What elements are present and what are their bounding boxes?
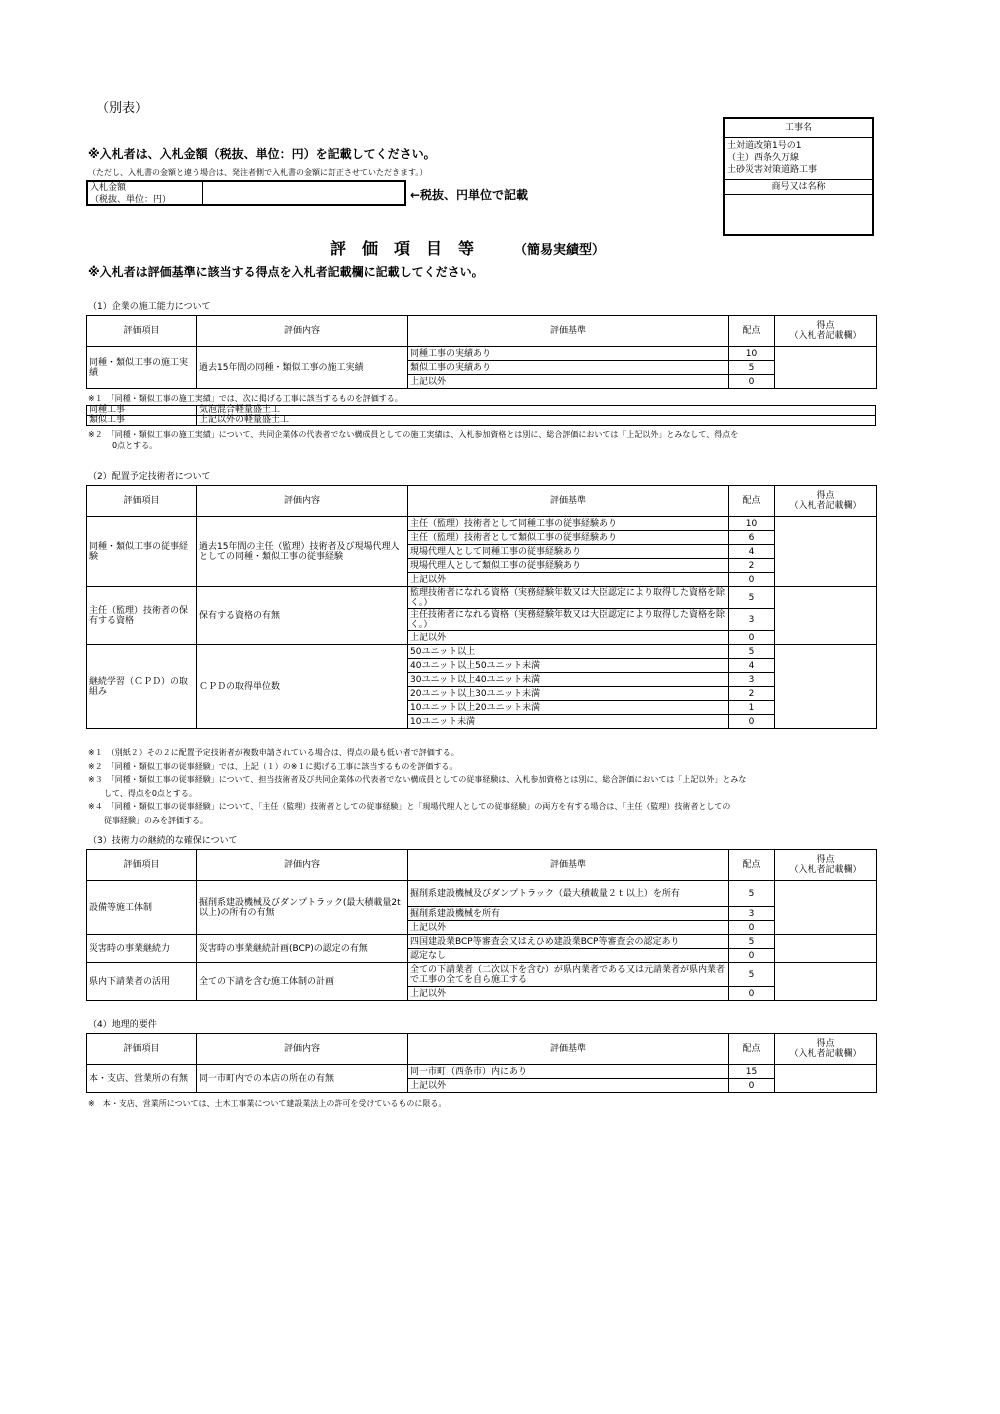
points-cell: 1 [729,701,775,715]
score-instruction: ※入札者は評価基準に該当する得点を入札者記載欄に記載してください。 [88,265,484,279]
eval-content: 過去15年間の同種・類似工事の施工実績 [197,347,408,389]
eval-item: 継続学習（ＣＰＤ）の取組み [87,645,197,729]
criteria-cell: 50ユニット以上 [408,645,729,659]
criteria-cell: 上記以外 [408,573,729,587]
points-cell: 6 [729,531,775,545]
section2-table [86,485,877,729]
points-cell: 0 [729,375,775,389]
points-cell: 0 [729,949,775,963]
criteria-cell: 掘削系建設機械を所有 [408,907,729,921]
criteria-cell: 現場代理人として類似工事の従事経験あり [408,559,729,573]
bid-instruction-note: （ただし、入札書の金額と違う場合は、発注者側で入札書の金額に訂正させていただきます。） [88,168,428,177]
criteria-cell: 10ユニット以上20ユニット未満 [408,701,729,715]
criteria-cell: 上記以外 [408,631,729,645]
col-points: 配点 [729,850,775,881]
score-entry-field[interactable] [775,1065,877,1093]
score-entry-field[interactable] [775,935,877,963]
criteria-cell: 主任（監理）技術者として同種工事の従事経験あり [408,517,729,531]
criteria-cell: 全ての下請業者（二次以下を含む）が県内業者である又は元請業者が県内業者で工事の全てを自ら施工する [408,963,729,987]
col-criteria: 評価基準 [408,1034,729,1065]
criteria-cell: 上記以外 [408,375,729,389]
bid-amount-box [86,180,406,206]
section1-note2: ※２ 「同種・類似工事の施工実績」について、共同企業体の代表者でない構成員としての施工実績は、入札参加資格とは別に、総合評価においては「上記以外」とみなして、得点を 0点とする。 [88,430,739,450]
points-cell: 10 [729,517,775,531]
points-cell: 4 [729,545,775,559]
criteria-cell: 現場代理人として同種工事の従事経験あり [408,545,729,559]
points-cell: 0 [729,1079,775,1093]
page-title: 評 価 項 目 等 [330,239,475,258]
criteria-cell: 監理技術者になれる資格（実務経験年数又は大臣認定により取得した資格を除く。） [408,587,729,609]
points-cell: 0 [729,987,775,1001]
eval-content: 過去15年間の主任（監理）技術者及び現場代理人としての同種・類似工事の従事経験 [197,517,408,587]
col-criteria: 評価基準 [408,316,729,347]
col-criteria: 評価基準 [408,850,729,881]
section1-note1: ※１ 「同種・類似工事の施工実績」では、次に掲げる工事に該当するものを評価する。 [88,394,403,403]
col-points: 配点 [729,1034,775,1065]
points-cell: 5 [729,645,775,659]
score-entry-field[interactable] [775,587,877,645]
points-cell: 5 [729,587,775,609]
eval-content: ＣＰＤの取得単位数 [197,645,408,729]
criteria-cell: 同種工事の実績あり [408,347,729,361]
col-item: 評価項目 [87,850,197,881]
eval-item: 災害時の事業継続力 [87,935,197,963]
criteria-cell: 認定なし [408,949,729,963]
section4-table [86,1033,877,1093]
criteria-cell: 同一市町（西条市）内にあり [408,1065,729,1079]
section2-title: （2）配置予定技術者について [88,472,211,482]
bid-instruction: ※入札者は、入札金額（税抜、単位：円）を記載してください。 [88,147,436,161]
criteria-cell: 10ユニット未満 [408,715,729,729]
section4-title: （4）地理的要件 [88,1020,157,1030]
points-cell: 5 [729,881,775,907]
eval-content: 保有する資格の有無 [197,587,408,645]
criteria-cell: 上記以外 [408,921,729,935]
project-name-header: 工事名 [725,119,872,138]
section4-note: ※ 本・支店、営業所については、土木工事業について建設業法上の許可を受けているものに限る。 [88,1099,447,1108]
project-name-value: 土対道改第1号の1 （主）西条久万線 土砂災害対策道路工事 [725,138,872,180]
criteria-cell: 主任（監理）技術者として類似工事の従事経験あり [408,531,729,545]
points-cell: 3 [729,907,775,921]
points-cell: 3 [729,673,775,687]
col-score: 得点 （入札者記載欄） [775,1034,877,1065]
bid-amount-field[interactable] [203,182,404,204]
points-cell: 3 [729,609,775,631]
def-label: 同種工事 [87,406,197,416]
bid-arrow-note: ←税抜、円単位で記載 [410,188,529,202]
points-cell: 0 [729,573,775,587]
points-cell: 5 [729,361,775,375]
col-content: 評価内容 [197,850,408,881]
bid-amount-label: 入札金額 （税抜、単位：円） [88,182,203,204]
section1-title: （1）企業の施工能力について [88,302,211,312]
criteria-cell: 四国建設業BCP等審査会又はえひめ建設業BCP等審査会の認定あり [408,935,729,949]
eval-item: 本・支店、営業所の有無 [87,1065,197,1093]
section1-table [86,315,877,389]
criteria-cell: 類似工事の実績あり [408,361,729,375]
section2-notes: ※１ （別紙２）その２に配置予定技術者が複数申請されている場合は、得点の最も低い者で評価する。 ※２ 「同種・類似工事の従事経験」では、上記（１）の※１に掲げる工事に該当するものを評価する。 ※３ 「同種・類似工事の従事経験」について、担当技術者及び共同企業体の代表者でない構成員としての従事経験は、入札参加資格とは別に、総合評価においては「上記以外」とみな して、得点を0点とする。 ※４ 「同種・類似工事の従事経験」について、「主任（監理）技術者としての従事経験」と「現場代理人としての従事経験」の両方を有する場合は、「主任（監理）技術者としての 従事経験」のみを評価する。 [88,748,747,825]
col-score: 得点 （入札者記載欄） [775,316,877,347]
score-entry-field[interactable] [775,517,877,587]
eval-content: 全ての下請を含む施工体制の計画 [197,963,408,1001]
eval-item: 主任（監理）技術者の保有する資格 [87,587,197,645]
col-content: 評価内容 [197,316,408,347]
score-entry-field[interactable] [775,645,877,729]
col-item: 評価項目 [87,486,197,517]
eval-content: 掘削系建設機械及びダンプトラック(最大積載量2t以上)の所有の有無 [197,881,408,935]
col-score: 得点 （入札者記載欄） [775,850,877,881]
points-cell: 5 [729,963,775,987]
points-cell: 5 [729,935,775,949]
col-criteria: 評価基準 [408,486,729,517]
criteria-cell: 主任技術者になれる資格（実務経験年数又は大臣認定により取得した資格を除く。） [408,609,729,631]
criteria-cell: 上記以外 [408,1079,729,1093]
section3-table [86,849,877,1001]
col-points: 配点 [729,316,775,347]
criteria-cell: 上記以外 [408,987,729,1001]
eval-item: 県内下請業者の活用 [87,963,197,1001]
score-entry-field[interactable] [775,963,877,1001]
col-content: 評価内容 [197,486,408,517]
section3-title: （3）技術力の継続的な確保について [88,836,238,846]
points-cell: 10 [729,347,775,361]
points-cell: 0 [729,921,775,935]
criteria-cell: 40ユニット以上50ユニット未満 [408,659,729,673]
company-name-field[interactable] [725,195,872,239]
points-cell: 0 [729,631,775,645]
work-definition-table [86,405,876,426]
eval-item: 同種・類似工事の従事経験 [87,517,197,587]
score-entry-field[interactable] [775,347,877,389]
points-cell: 4 [729,659,775,673]
criteria-cell: 掘削系建設機械及びダンプトラック（最大積載量２ｔ以上）を所有 [408,881,729,907]
def-value: 上記以外の軽量盛土工 [197,416,876,426]
criteria-cell: 20ユニット以上30ユニット未満 [408,687,729,701]
eval-content: 同一市町内での本店の所在の有無 [197,1065,408,1093]
eval-content: 災害時の事業継続計画(BCP)の認定の有無 [197,935,408,963]
project-box [723,117,874,236]
def-value: 気泡混合軽量盛土工 [197,406,876,416]
criteria-cell: 30ユニット以上40ユニット未満 [408,673,729,687]
points-cell: 2 [729,687,775,701]
annex-label: （別表） [96,101,149,116]
points-cell: 0 [729,715,775,729]
col-item: 評価項目 [87,1034,197,1065]
def-label: 類似工事 [87,416,197,426]
company-name-header: 商号又は名称 [725,180,872,195]
points-cell: 2 [729,559,775,573]
eval-item: 設備等施工体制 [87,881,197,935]
col-score: 得点 （入札者記載欄） [775,486,877,517]
page-subtitle: （簡易実績型） [514,243,606,258]
points-cell: 15 [729,1065,775,1079]
eval-item: 同種・類似工事の施工実績 [87,347,197,389]
col-item: 評価項目 [87,316,197,347]
col-points: 配点 [729,486,775,517]
col-content: 評価内容 [197,1034,408,1065]
score-entry-field[interactable] [775,881,877,935]
